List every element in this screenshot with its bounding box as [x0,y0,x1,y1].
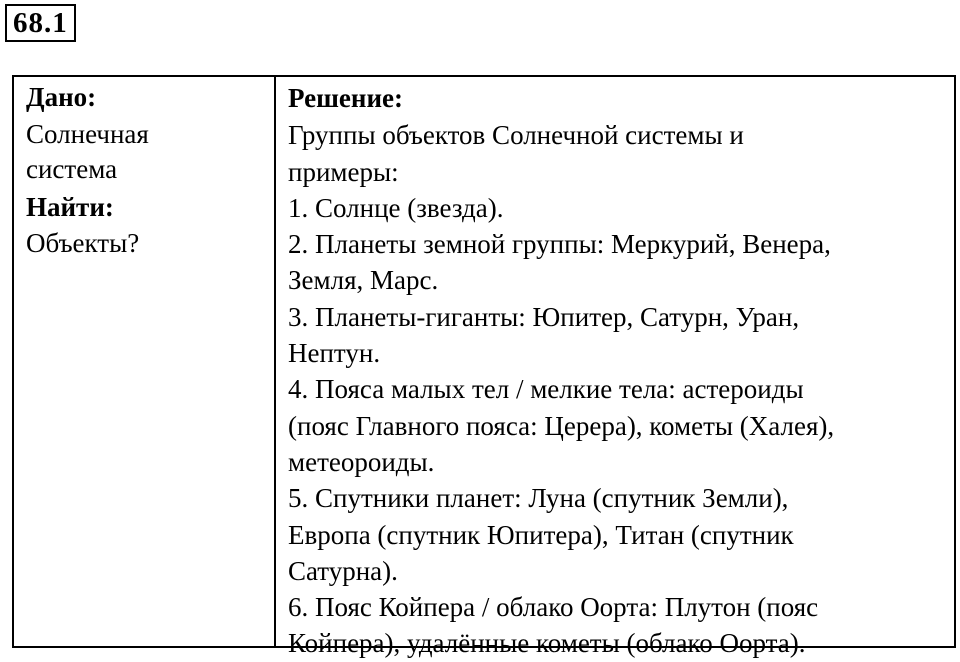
solution-line: 1. Солнце (звезда). [288,192,504,223]
solution-line: (пояс Главного пояса: Церера), кометы (Халея), [288,410,835,441]
solution-column [276,77,954,659]
solution-line: 4. Пояса малых тел / мелкие тела: астероиды [288,374,804,405]
solution-line: Койпера), удалённые кометы (облако Оорта). [288,628,806,659]
solution-body [288,117,954,661]
problem-number-box [5,4,76,42]
solution-line: 5. Спутники планет: Луна (спутник Земли), [288,483,789,514]
given-text: Солнечная система [26,118,149,184]
find-label: Найти: [26,191,114,222]
solution-line: 2. Планеты земной группы: Меркурий, Венера, [288,229,831,260]
find-text: Объекты? [26,228,140,258]
solution-line: Европа (спутник Юпитера), Титан (спутник [288,519,794,550]
solution-line: Нептун. [288,338,381,369]
solution-line: примеры: [288,156,399,187]
solution-line: Группы объектов Солнечной системы и [288,120,744,151]
solution-line: 6. Пояс Койпера / облако Оорта: Плутон (пояс [288,592,819,623]
given-label: Дано: [26,82,97,112]
solution-label: Решение: [288,83,403,113]
solution-line: Сатурна). [288,555,398,586]
solution-line: метеороиды. [288,446,435,477]
solution-line: Земля, Марс. [288,265,439,296]
solution-table [12,75,956,659]
solution-line: 3. Планеты-гиганты: Юпитер, Сатурн, Уран, [288,301,800,332]
problem-number: 68.1 [13,7,68,39]
given-column [14,77,276,646]
